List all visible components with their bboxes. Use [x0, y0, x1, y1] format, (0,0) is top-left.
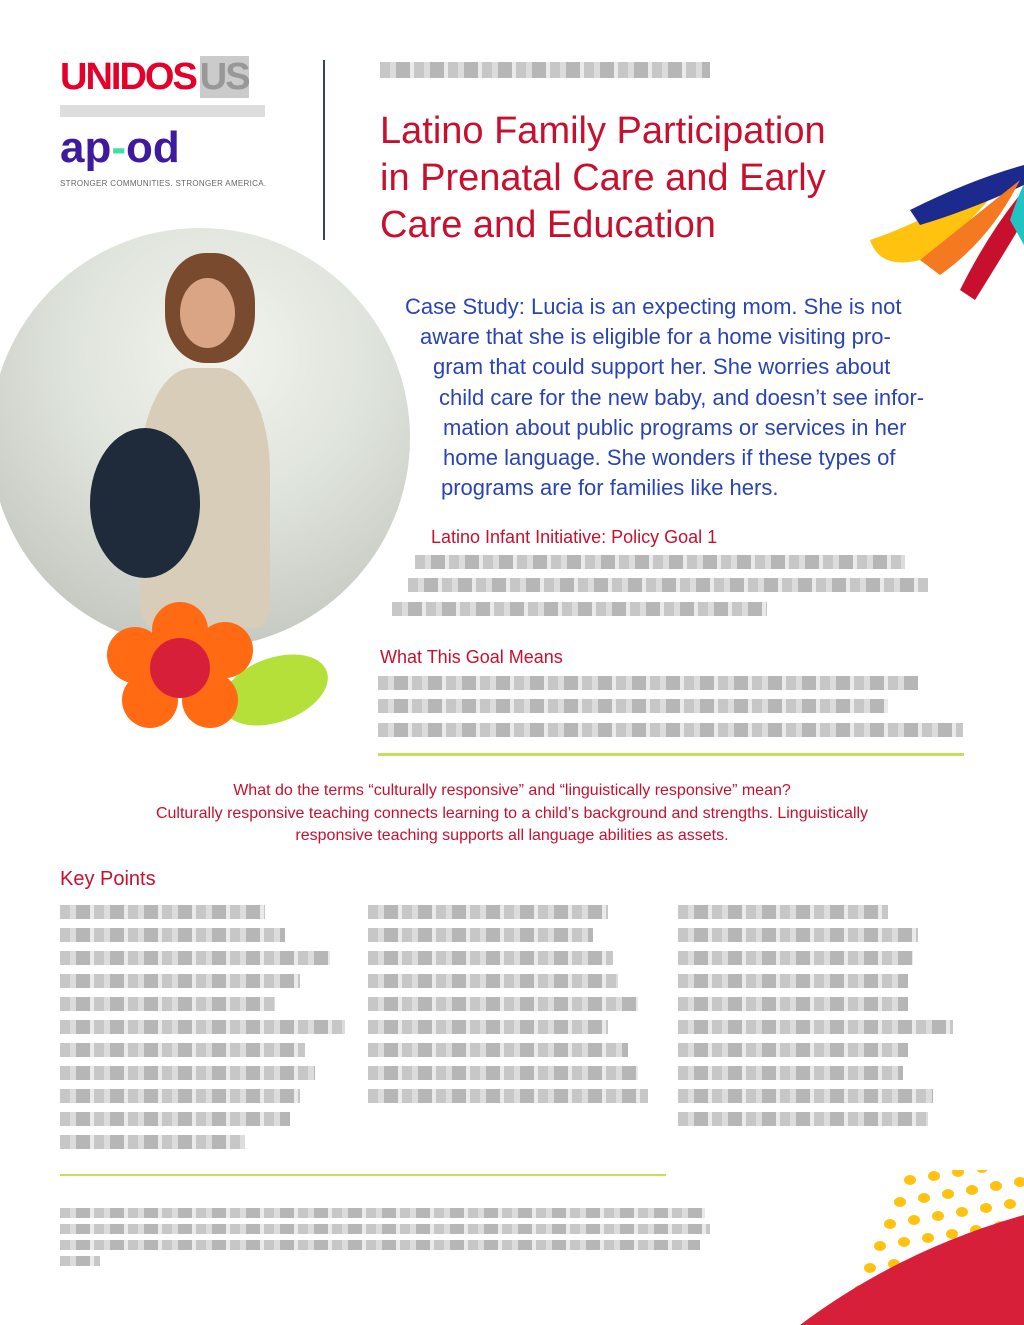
dot: [928, 1171, 940, 1181]
redacted-text: [678, 1089, 933, 1103]
redacted-text: [678, 928, 918, 942]
redacted-text: [368, 1020, 608, 1034]
dot: [932, 1211, 944, 1221]
dot: [898, 1237, 910, 1247]
dot: [894, 1197, 906, 1207]
unidos-us-logo: UNIDOS US ap-od STRONGER COMMUNITIES. STRONGER AMERICA.: [60, 56, 270, 188]
redacted-text: [60, 1066, 315, 1080]
dot: [980, 1203, 992, 1213]
dot: [918, 1193, 930, 1203]
redacted-text: [678, 997, 908, 1011]
dot: [990, 1181, 1002, 1191]
redacted-text: [368, 974, 618, 988]
redacted-text: [368, 1043, 628, 1057]
redacted-text: [368, 905, 608, 919]
redacted-text: [678, 1112, 928, 1126]
redacted-text: [60, 1112, 290, 1126]
case-study: Case Study: Lucia is an expecting mom. She is not aware that she is eligible for a home visiting pro- gram that could support her. She worries about child care for the new baby, and doesn’t see infor- mation about public programs or services in her home language. She wonders if these types of programs are for families like hers.: [405, 294, 925, 501]
dot: [1004, 1199, 1016, 1209]
dot: [952, 1170, 964, 1177]
dot: [874, 1241, 886, 1251]
flower-decoration: [105, 600, 330, 730]
dot: [956, 1207, 968, 1217]
dot: [864, 1263, 876, 1273]
photo-pregnant-mother: [0, 228, 410, 648]
dot: [884, 1219, 896, 1229]
redacted-text: [60, 905, 265, 919]
redacted-text: [368, 1089, 648, 1103]
redacted-text: [60, 951, 330, 965]
redacted-footnote: [60, 1208, 705, 1218]
dots-corner-decoration: [780, 1170, 1024, 1325]
redacted-text: [60, 997, 275, 1011]
redacted-footnote: [60, 1240, 700, 1250]
redacted-text: [415, 555, 905, 569]
goal-means-heading: What This Goal Means: [380, 647, 563, 667]
redacted-text: [368, 997, 638, 1011]
green-rule: [60, 1174, 666, 1176]
dot: [1014, 1177, 1024, 1187]
redacted-text: [368, 951, 613, 965]
dot: [946, 1229, 958, 1239]
redacted-text: [60, 928, 285, 942]
series-label-redacted: [380, 62, 710, 78]
policy-goal-heading: Latino Infant Initiative: Policy Goal 1: [431, 527, 718, 547]
dot: [904, 1175, 916, 1185]
page-title: Latino Family Participation in Prenatal Care and Early Care and Education: [380, 110, 826, 246]
dot: [976, 1170, 988, 1173]
redacted-text: [408, 578, 928, 592]
redacted-text: [378, 699, 888, 713]
redacted-text: [368, 928, 593, 942]
redacted-text: [60, 1135, 245, 1149]
redacted-text: [678, 1043, 908, 1057]
redacted-footnote: [60, 1224, 710, 1234]
redacted-text: [392, 602, 767, 616]
redacted-footnote: [60, 1256, 100, 1266]
tagline: STRONGER COMMUNITIES. STRONGER AMERICA.: [60, 179, 267, 188]
definition-callout: What do the terms “culturally responsive” and “linguistically responsive” mean? Culturally responsive teaching connects learning to a child’s background and strengths. Linguistically responsive teaching supports all language abilities as assets.: [155, 782, 869, 844]
redacted-text: [60, 1089, 300, 1103]
redacted-text: [60, 1043, 305, 1057]
key-points-heading: Key Points: [60, 868, 156, 890]
dot: [908, 1215, 920, 1225]
redacted-text: [378, 676, 918, 690]
redacted-text: [678, 974, 908, 988]
dot: [942, 1189, 954, 1199]
redacted-text: [678, 905, 888, 919]
redacted-text: [60, 974, 300, 988]
redacted-text: [60, 1020, 345, 1034]
redacted-text: [678, 951, 913, 965]
redacted-text: [678, 1066, 903, 1080]
dot: [966, 1185, 978, 1195]
dot: [922, 1233, 934, 1243]
swoosh-decoration: [860, 160, 1024, 305]
green-rule: [378, 753, 964, 756]
redacted-text: [368, 1066, 638, 1080]
redacted-text: [678, 1020, 953, 1034]
divider: [323, 60, 325, 240]
redacted-text: [378, 723, 963, 737]
